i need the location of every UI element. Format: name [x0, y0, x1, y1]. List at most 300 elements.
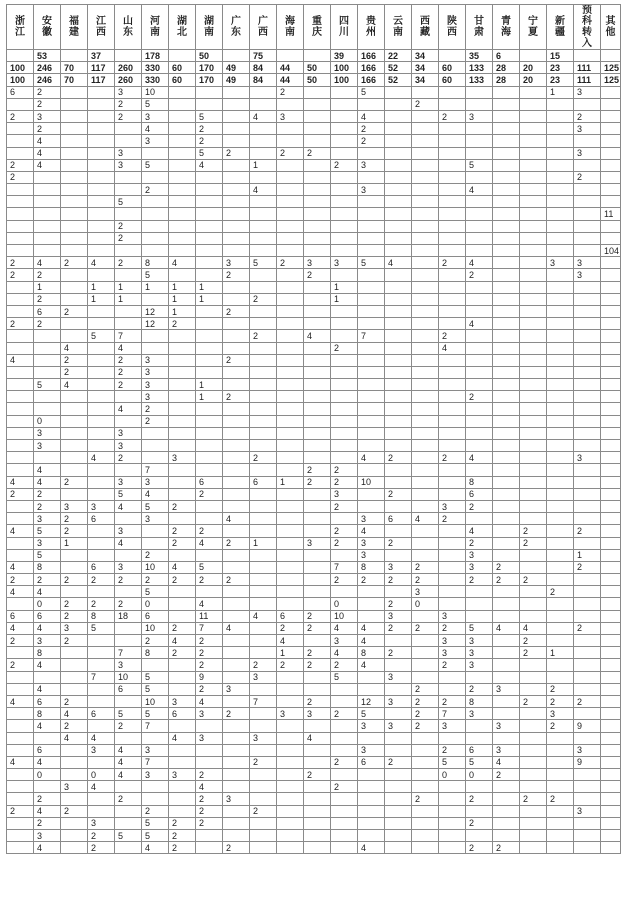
table-cell: 2: [439, 744, 466, 756]
table-cell: 3: [574, 269, 601, 281]
table-cell: [412, 110, 439, 122]
table-cell: [439, 391, 466, 403]
table-cell: [412, 123, 439, 135]
table-cell: 53: [34, 50, 61, 62]
column-header: [277, 5, 304, 50]
table-cell: 4: [304, 732, 331, 744]
table-cell: 2: [34, 793, 61, 805]
table-cell: [466, 232, 493, 244]
table-cell: [142, 732, 169, 744]
table-cell: 3: [385, 610, 412, 622]
table-cell: [61, 293, 88, 305]
table-cell: 5: [466, 756, 493, 768]
table-cell: [196, 269, 223, 281]
table-cell: [601, 391, 621, 403]
table-cell: [7, 744, 34, 756]
table-cell: [250, 379, 277, 391]
column-header-label: 其他: [605, 16, 616, 38]
table-cell: [223, 415, 250, 427]
table-cell: [412, 354, 439, 366]
column-header-label: 海南: [285, 16, 295, 38]
table-cell: [547, 269, 574, 281]
table-cell: [250, 708, 277, 720]
table-cell: 6: [277, 610, 304, 622]
table-cell: [601, 561, 621, 573]
table-cell: [223, 586, 250, 598]
table-cell: 5: [142, 830, 169, 842]
table-cell: [88, 342, 115, 354]
table-cell: [466, 196, 493, 208]
table-cell: 2: [34, 817, 61, 829]
table-cell: [466, 354, 493, 366]
table-cell: [88, 720, 115, 732]
table-cell: [304, 830, 331, 842]
table-cell: [547, 330, 574, 342]
table-cell: [277, 756, 304, 768]
table-cell: 4: [142, 488, 169, 500]
table-cell: 70: [61, 62, 88, 74]
table-cell: 3: [574, 147, 601, 159]
table-cell: [385, 549, 412, 561]
table-cell: [142, 220, 169, 232]
table-row: [7, 281, 621, 293]
table-cell: 3: [34, 110, 61, 122]
table-cell: [7, 281, 34, 293]
table-cell: [277, 830, 304, 842]
table-cell: 4: [88, 781, 115, 793]
table-cell: [250, 415, 277, 427]
table-cell: [304, 513, 331, 525]
table-cell: [493, 110, 520, 122]
table-cell: 330: [142, 74, 169, 86]
table-cell: [142, 537, 169, 549]
table-cell: [223, 476, 250, 488]
table-cell: 3: [277, 110, 304, 122]
table-cell: [439, 415, 466, 427]
table-cell: [331, 184, 358, 196]
table-row: [7, 817, 621, 829]
table-cell: 10: [358, 476, 385, 488]
table-cell: 3: [61, 781, 88, 793]
table-cell: [439, 403, 466, 415]
column-header: [115, 5, 142, 50]
table-cell: 2: [439, 622, 466, 634]
table-cell: [385, 366, 412, 378]
table-cell: 4: [34, 659, 61, 671]
table-cell: 2: [196, 525, 223, 537]
table-cell: 2: [7, 805, 34, 817]
table-cell: [466, 220, 493, 232]
table-cell: [34, 452, 61, 464]
table-cell: 2: [196, 769, 223, 781]
table-cell: 246: [34, 74, 61, 86]
table-cell: 60: [439, 74, 466, 86]
table-cell: [88, 549, 115, 561]
table-cell: 2: [277, 622, 304, 634]
table-cell: [250, 196, 277, 208]
column-header: [412, 5, 439, 50]
table-cell: [493, 440, 520, 452]
table-cell: [142, 208, 169, 220]
table-cell: [520, 391, 547, 403]
table-cell: [88, 318, 115, 330]
table-cell: 4: [304, 330, 331, 342]
table-cell: [250, 98, 277, 110]
table-cell: [61, 647, 88, 659]
table-cell: [304, 220, 331, 232]
table-cell: 4: [331, 647, 358, 659]
table-cell: [277, 781, 304, 793]
table-cell: 2: [277, 257, 304, 269]
table-cell: [439, 476, 466, 488]
table-cell: 2: [331, 756, 358, 768]
table-cell: 84: [250, 62, 277, 74]
table-cell: 3: [196, 732, 223, 744]
table-cell: [466, 208, 493, 220]
table-cell: 4: [277, 635, 304, 647]
table-cell: [277, 488, 304, 500]
table-row: [7, 500, 621, 512]
table-cell: [601, 488, 621, 500]
table-cell: [88, 659, 115, 671]
table-cell: 39: [331, 50, 358, 62]
table-cell: [385, 805, 412, 817]
table-cell: 28: [493, 62, 520, 74]
table-cell: [223, 464, 250, 476]
table-cell: [601, 500, 621, 512]
table-cell: [142, 525, 169, 537]
table-cell: [250, 171, 277, 183]
table-cell: [439, 732, 466, 744]
table-cell: 5: [358, 257, 385, 269]
table-cell: [88, 379, 115, 391]
table-cell: [385, 842, 412, 854]
table-cell: [277, 245, 304, 257]
column-header: [385, 5, 412, 50]
table-cell: [88, 245, 115, 257]
table-cell: [304, 245, 331, 257]
table-cell: [574, 598, 601, 610]
table-cell: [115, 318, 142, 330]
table-cell: [412, 647, 439, 659]
table-cell: [520, 586, 547, 598]
table-cell: [493, 379, 520, 391]
table-cell: [574, 366, 601, 378]
table-cell: [196, 232, 223, 244]
table-cell: 2: [466, 793, 493, 805]
table-cell: [169, 123, 196, 135]
table-cell: 0: [439, 769, 466, 781]
table-cell: [304, 744, 331, 756]
table-cell: [520, 781, 547, 793]
table-cell: [142, 452, 169, 464]
table-cell: [223, 452, 250, 464]
table-cell: 2: [61, 354, 88, 366]
table-cell: 50: [304, 74, 331, 86]
table-cell: [547, 232, 574, 244]
table-cell: 4: [7, 622, 34, 634]
table-cell: [7, 135, 34, 147]
table-cell: 133: [466, 74, 493, 86]
table-cell: 2: [196, 659, 223, 671]
table-cell: [250, 403, 277, 415]
table-cell: 2: [196, 805, 223, 817]
table-cell: 6: [34, 744, 61, 756]
table-cell: [250, 781, 277, 793]
table-cell: [169, 391, 196, 403]
table-cell: [250, 281, 277, 293]
table-cell: [601, 269, 621, 281]
table-row: [7, 781, 621, 793]
table-cell: [520, 671, 547, 683]
table-cell: 2: [439, 110, 466, 122]
table-cell: [304, 391, 331, 403]
table-cell: [520, 415, 547, 427]
table-cell: 7: [115, 647, 142, 659]
table-cell: [601, 756, 621, 768]
table-cell: [7, 671, 34, 683]
table-cell: 2: [142, 403, 169, 415]
table-cell: 3: [115, 561, 142, 573]
table-cell: [331, 769, 358, 781]
table-cell: [493, 123, 520, 135]
table-cell: [196, 86, 223, 98]
table-cell: 2: [7, 488, 34, 500]
table-cell: 4: [385, 257, 412, 269]
table-cell: 4: [466, 525, 493, 537]
table-cell: 2: [331, 574, 358, 586]
table-cell: [223, 318, 250, 330]
table-cell: [493, 488, 520, 500]
table-cell: [223, 647, 250, 659]
table-cell: [439, 184, 466, 196]
table-cell: [304, 135, 331, 147]
table-row: [7, 427, 621, 439]
table-cell: [223, 805, 250, 817]
table-cell: [358, 208, 385, 220]
table-cell: 2: [439, 330, 466, 342]
table-cell: [196, 98, 223, 110]
table-cell: 2: [142, 635, 169, 647]
table-cell: 2: [250, 293, 277, 305]
table-cell: [601, 635, 621, 647]
table-row: [7, 549, 621, 561]
table-cell: [493, 549, 520, 561]
table-cell: [547, 549, 574, 561]
table-cell: [601, 86, 621, 98]
table-cell: [277, 598, 304, 610]
table-cell: [331, 513, 358, 525]
table-cell: 3: [142, 476, 169, 488]
table-cell: [466, 403, 493, 415]
table-cell: [358, 342, 385, 354]
table-cell: 7: [196, 622, 223, 634]
table-cell: [412, 196, 439, 208]
table-cell: [601, 476, 621, 488]
table-cell: [412, 732, 439, 744]
table-cell: [385, 476, 412, 488]
table-cell: [142, 427, 169, 439]
table-cell: 5: [331, 671, 358, 683]
table-cell: 2: [142, 805, 169, 817]
table-cell: 5: [34, 379, 61, 391]
table-cell: 2: [493, 769, 520, 781]
table-cell: [196, 500, 223, 512]
table-cell: [250, 86, 277, 98]
table-cell: [493, 732, 520, 744]
table-cell: [250, 842, 277, 854]
table-cell: [196, 549, 223, 561]
table-cell: [439, 793, 466, 805]
column-header: [466, 5, 493, 50]
table-cell: [169, 805, 196, 817]
table-cell: [88, 464, 115, 476]
table-cell: [493, 427, 520, 439]
table-cell: [61, 123, 88, 135]
table-cell: [88, 269, 115, 281]
table-cell: [223, 98, 250, 110]
table-cell: [547, 488, 574, 500]
table-cell: 2: [223, 354, 250, 366]
table-cell: [601, 440, 621, 452]
table-cell: [601, 366, 621, 378]
table-cell: [277, 330, 304, 342]
table-cell: 2: [304, 147, 331, 159]
table-cell: 4: [223, 513, 250, 525]
table-cell: [223, 135, 250, 147]
table-cell: [493, 781, 520, 793]
table-cell: 1: [196, 391, 223, 403]
table-cell: [61, 281, 88, 293]
table-cell: [574, 683, 601, 695]
table-cell: [115, 245, 142, 257]
table-cell: 1: [196, 379, 223, 391]
table-cell: 2: [385, 537, 412, 549]
table-cell: [223, 781, 250, 793]
table-cell: 2: [196, 123, 223, 135]
table-cell: 2: [574, 622, 601, 634]
table-cell: [574, 305, 601, 317]
table-cell: [547, 391, 574, 403]
table-cell: [223, 159, 250, 171]
table-cell: 2: [115, 574, 142, 586]
table-cell: [223, 196, 250, 208]
table-cell: 1: [88, 281, 115, 293]
table-cell: 4: [34, 147, 61, 159]
table-cell: 2: [277, 86, 304, 98]
table-cell: [88, 184, 115, 196]
table-cell: 2: [331, 476, 358, 488]
table-cell: [34, 171, 61, 183]
table-cell: [88, 793, 115, 805]
table-cell: [277, 427, 304, 439]
table-cell: [88, 440, 115, 452]
table-cell: 246: [34, 62, 61, 74]
table-cell: [574, 769, 601, 781]
table-cell: [277, 415, 304, 427]
table-cell: [169, 98, 196, 110]
table-cell: [439, 123, 466, 135]
table-cell: 2: [466, 574, 493, 586]
table-cell: 50: [196, 50, 223, 62]
table-cell: [277, 549, 304, 561]
table-cell: [250, 464, 277, 476]
table-cell: 3: [115, 659, 142, 671]
table-cell: 2: [34, 269, 61, 281]
table-cell: [223, 769, 250, 781]
table-cell: [304, 635, 331, 647]
table-cell: [493, 366, 520, 378]
table-cell: [223, 220, 250, 232]
table-cell: [7, 793, 34, 805]
table-cell: 44: [277, 74, 304, 86]
table-cell: [385, 98, 412, 110]
table-cell: [61, 830, 88, 842]
table-cell: 2: [88, 574, 115, 586]
table-cell: 2: [331, 525, 358, 537]
table-cell: 2: [61, 805, 88, 817]
table-cell: 4: [34, 586, 61, 598]
table-cell: 4: [466, 318, 493, 330]
table-cell: [223, 184, 250, 196]
table-cell: 3: [574, 86, 601, 98]
table-cell: [385, 635, 412, 647]
table-cell: 2: [547, 586, 574, 598]
table-cell: [358, 196, 385, 208]
table-cell: [412, 525, 439, 537]
table-cell: [169, 208, 196, 220]
table-cell: 6: [7, 86, 34, 98]
table-cell: [574, 647, 601, 659]
table-cell: [439, 842, 466, 854]
table-cell: 4: [223, 622, 250, 634]
table-row: [7, 671, 621, 683]
table-cell: 2: [223, 305, 250, 317]
table-cell: [169, 269, 196, 281]
table-cell: 1: [88, 293, 115, 305]
table-cell: [601, 683, 621, 695]
table-cell: 2: [250, 659, 277, 671]
table-cell: [250, 500, 277, 512]
table-cell: [574, 391, 601, 403]
table-cell: [250, 354, 277, 366]
table-cell: [493, 208, 520, 220]
table-cell: [196, 720, 223, 732]
table-cell: [466, 342, 493, 354]
table-cell: [277, 695, 304, 707]
table-cell: [142, 293, 169, 305]
table-cell: 7: [142, 464, 169, 476]
table-cell: [277, 561, 304, 573]
table-cell: [61, 318, 88, 330]
table-cell: [7, 830, 34, 842]
table-cell: 3: [34, 440, 61, 452]
table-cell: [358, 366, 385, 378]
table-cell: [358, 598, 385, 610]
total-row: [7, 62, 621, 74]
table-row: [7, 110, 621, 122]
table-cell: [34, 208, 61, 220]
table-cell: 1: [250, 537, 277, 549]
table-cell: 3: [115, 427, 142, 439]
table-cell: [169, 379, 196, 391]
table-cell: [61, 586, 88, 598]
table-cell: 3: [466, 635, 493, 647]
table-cell: [304, 586, 331, 598]
table-cell: 6: [142, 610, 169, 622]
table-cell: [520, 756, 547, 768]
table-cell: [493, 830, 520, 842]
